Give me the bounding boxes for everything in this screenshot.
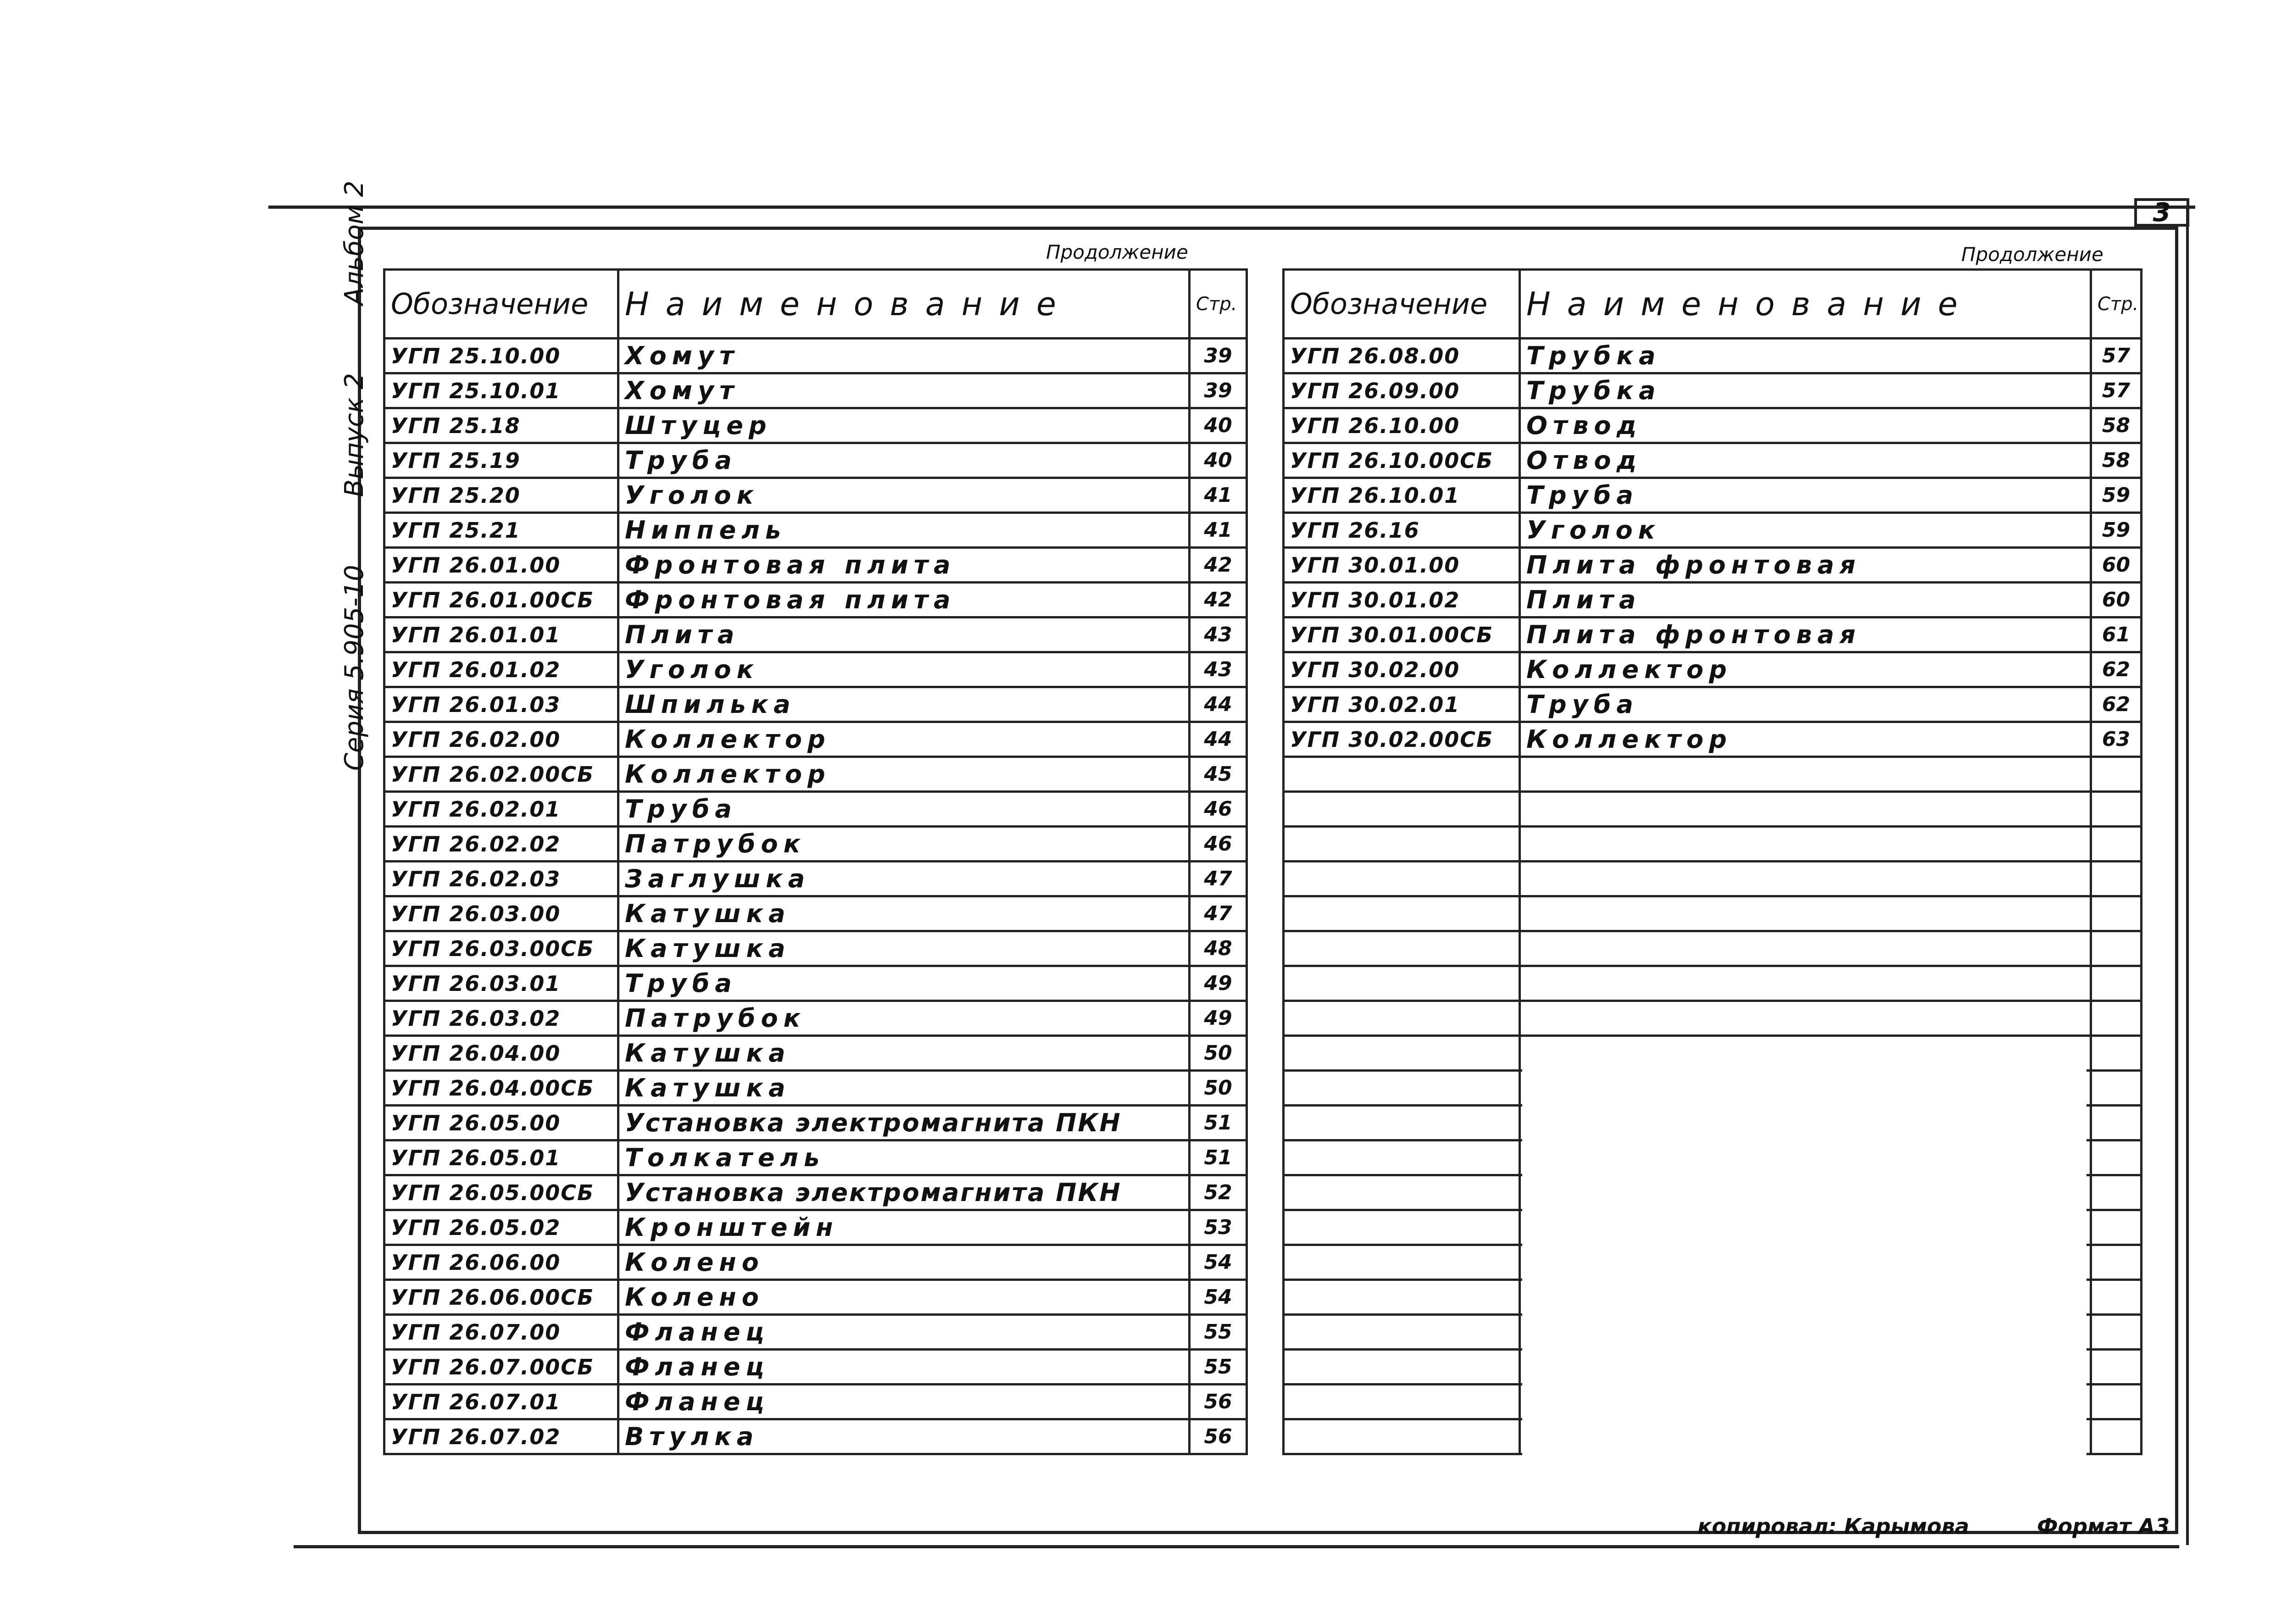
table-row	[384, 966, 1247, 1001]
page-cell: 49	[1190, 1001, 1247, 1036]
name-cell: Коллектор	[1520, 722, 2091, 757]
table-row	[384, 652, 1247, 687]
page-cell: 58	[2091, 443, 2142, 478]
issue-label: Выпуск 2	[339, 373, 369, 497]
table-row	[1284, 373, 2142, 408]
name-cell: Хомут	[618, 373, 1190, 408]
table-row	[384, 583, 1247, 617]
table-row	[1284, 339, 2142, 373]
page-cell	[2091, 1175, 2142, 1210]
page-cell: 47	[1190, 896, 1247, 931]
name-cell: Ниппель	[618, 513, 1190, 548]
code-cell	[1284, 1280, 1520, 1315]
code-cell: УГП 25.21	[384, 513, 618, 548]
page-cell: 57	[2091, 373, 2142, 408]
code-cell: УГП 26.01.00	[384, 548, 618, 583]
table-row	[1284, 862, 2142, 896]
code-cell	[1284, 757, 1520, 792]
table-row	[384, 478, 1247, 513]
page-cell	[2091, 827, 2142, 862]
table-row	[384, 373, 1247, 408]
table-row	[384, 757, 1247, 792]
code-cell	[1284, 931, 1520, 966]
code-cell: УГП 26.02.02	[384, 827, 618, 862]
name-cell: Трубка	[1520, 373, 2091, 408]
page-cell	[2091, 1071, 2142, 1106]
table-row	[1284, 408, 2142, 443]
page-cell: 50	[1190, 1071, 1247, 1106]
page-cell: 60	[2091, 583, 2142, 617]
table-row	[384, 513, 1247, 548]
page-cell: 49	[1190, 966, 1247, 1001]
name-cell	[1520, 896, 2091, 931]
table-row	[1284, 827, 2142, 862]
page-cell: 58	[2091, 408, 2142, 443]
name-cell: Фронтовая плита	[618, 548, 1190, 583]
blank-area	[1522, 1057, 2087, 1482]
table-row	[384, 1140, 1247, 1175]
header-name: Наименование	[1520, 270, 2091, 339]
page-cell	[2091, 966, 2142, 1001]
name-cell: Труба	[618, 792, 1190, 827]
code-cell: УГП 26.02.03	[384, 862, 618, 896]
page-cell: 40	[1190, 443, 1247, 478]
code-cell: УГП 26.03.00	[384, 896, 618, 931]
code-cell: УГП 26.07.02	[384, 1419, 618, 1454]
page-cell: 54	[1190, 1280, 1247, 1315]
name-cell: Труба	[1520, 478, 2091, 513]
code-cell: УГП 26.01.00СБ	[384, 583, 618, 617]
name-cell: Труба	[1520, 687, 2091, 722]
name-cell: Коллектор	[618, 757, 1190, 792]
code-cell: УГП 26.05.02	[384, 1210, 618, 1245]
name-cell: Отвод	[1520, 408, 2091, 443]
page-cell: 42	[1190, 583, 1247, 617]
frame-right-outer	[2186, 206, 2189, 1545]
table-row	[384, 687, 1247, 722]
page-cell: 62	[2091, 652, 2142, 687]
code-cell	[1284, 1315, 1520, 1350]
name-cell: Катушка	[618, 896, 1190, 931]
table-row	[1284, 757, 2142, 792]
code-cell: УГП 25.10.00	[384, 339, 618, 373]
page-cell	[2091, 757, 2142, 792]
code-cell	[1284, 1140, 1520, 1175]
code-cell: УГП 30.01.02	[1284, 583, 1520, 617]
code-cell: УГП 25.20	[384, 478, 618, 513]
code-cell	[1284, 896, 1520, 931]
name-cell: Трубка	[1520, 339, 2091, 373]
name-cell: Плита	[618, 617, 1190, 652]
name-cell: Хомут	[618, 339, 1190, 373]
table-row	[384, 1001, 1247, 1036]
name-cell: Плита фронтовая	[1520, 548, 2091, 583]
table-row	[384, 896, 1247, 931]
name-cell: Катушка	[618, 931, 1190, 966]
table-row	[384, 931, 1247, 966]
page-cell: 50	[1190, 1036, 1247, 1071]
name-cell: Катушка	[618, 1071, 1190, 1106]
page-cell: 40	[1190, 408, 1247, 443]
name-cell: Труба	[618, 966, 1190, 1001]
code-cell: УГП 26.02.00СБ	[384, 757, 618, 792]
table-row	[1284, 478, 2142, 513]
code-cell: УГП 26.03.00СБ	[384, 931, 618, 966]
name-cell: Штуцер	[618, 408, 1190, 443]
page-cell: 55	[1190, 1350, 1247, 1385]
code-cell: УГП 26.06.00СБ	[384, 1280, 618, 1315]
page-cell	[2091, 1315, 2142, 1350]
table-row	[384, 1315, 1247, 1350]
table-row	[384, 1385, 1247, 1419]
header-code: Обозначение	[1284, 270, 1520, 339]
code-cell: УГП 26.09.00	[1284, 373, 1520, 408]
code-cell: УГП 26.01.01	[384, 617, 618, 652]
name-cell	[1520, 792, 2091, 827]
code-cell: УГП 26.04.00СБ	[384, 1071, 618, 1106]
page-cell	[2091, 1106, 2142, 1140]
code-cell	[1284, 1419, 1520, 1454]
name-cell: Фланец	[618, 1315, 1190, 1350]
page-cell: 46	[1190, 827, 1247, 862]
page-cell: 41	[1190, 513, 1247, 548]
code-cell: УГП 26.01.03	[384, 687, 618, 722]
page-cell: 42	[1190, 548, 1247, 583]
continuation-right: Продолжение	[1961, 243, 2103, 266]
name-cell: Уголок	[618, 652, 1190, 687]
name-cell: Кронштейн	[618, 1210, 1190, 1245]
page-cell	[2091, 1280, 2142, 1315]
name-cell: Патрубок	[618, 1001, 1190, 1036]
table-row	[1284, 548, 2142, 583]
page-cell	[2091, 931, 2142, 966]
code-cell: УГП 30.02.01	[1284, 687, 1520, 722]
code-cell: УГП 25.18	[384, 408, 618, 443]
table-row	[384, 617, 1247, 652]
name-cell: Установка электромагнита ПКН	[618, 1175, 1190, 1210]
table-row	[384, 827, 1247, 862]
table-row	[384, 548, 1247, 583]
code-cell	[1284, 1071, 1520, 1106]
code-cell: УГП 26.02.01	[384, 792, 618, 827]
page-cell	[2091, 792, 2142, 827]
name-cell	[1520, 827, 2091, 862]
code-cell	[1284, 1036, 1520, 1071]
code-cell	[1284, 1001, 1520, 1036]
name-cell: Толкатель	[618, 1140, 1190, 1175]
code-cell: УГП 26.01.02	[384, 652, 618, 687]
page-cell: 59	[2091, 478, 2142, 513]
code-cell: УГП 26.08.00	[1284, 339, 1520, 373]
code-cell: УГП 26.10.00	[1284, 408, 1520, 443]
table-row	[1284, 652, 2142, 687]
name-cell	[1520, 862, 2091, 896]
name-cell: Коллектор	[1520, 652, 2091, 687]
code-cell	[1284, 1106, 1520, 1140]
table-row	[1284, 966, 2142, 1001]
name-cell: Труба	[618, 443, 1190, 478]
table-row	[384, 1210, 1247, 1245]
code-cell: УГП 26.03.01	[384, 966, 618, 1001]
page-cell	[2091, 896, 2142, 931]
header-row	[384, 270, 1247, 339]
page-cell	[2091, 1036, 2142, 1071]
page-cell: 41	[1190, 478, 1247, 513]
name-cell: Катушка	[618, 1036, 1190, 1071]
code-cell: УГП 26.10.01	[1284, 478, 1520, 513]
page-cell	[2091, 1385, 2142, 1419]
table-row	[1284, 443, 2142, 478]
table-row	[384, 1106, 1247, 1140]
format-label: Формат А3	[2037, 1514, 2170, 1539]
name-cell	[1520, 966, 2091, 1001]
sheet-number: 3	[2134, 198, 2189, 227]
table-row	[384, 408, 1247, 443]
table-row	[384, 443, 1247, 478]
code-cell	[1284, 1245, 1520, 1280]
code-cell: УГП 26.02.00	[384, 722, 618, 757]
code-cell: УГП 25.19	[384, 443, 618, 478]
page-cell	[2091, 1001, 2142, 1036]
page-cell: 54	[1190, 1245, 1247, 1280]
code-cell	[1284, 966, 1520, 1001]
table-row	[1284, 896, 2142, 931]
code-cell	[1284, 1175, 1520, 1210]
code-cell: УГП 30.01.00СБ	[1284, 617, 1520, 652]
code-cell: УГП 30.01.00	[1284, 548, 1520, 583]
header-name: Наименование	[618, 270, 1190, 339]
name-cell: Плита фронтовая	[1520, 617, 2091, 652]
page-cell	[2091, 1419, 2142, 1454]
name-cell: Уголок	[618, 478, 1190, 513]
page-cell: 44	[1190, 722, 1247, 757]
table-row	[384, 1280, 1247, 1315]
table-row	[384, 1036, 1247, 1071]
page-cell: 62	[2091, 687, 2142, 722]
table-row	[1284, 931, 2142, 966]
code-cell: УГП 30.02.00СБ	[1284, 722, 1520, 757]
code-cell: УГП 26.10.00СБ	[1284, 443, 1520, 478]
name-cell: Коллектор	[618, 722, 1190, 757]
side-stamp	[339, 121, 369, 771]
code-cell	[1284, 1385, 1520, 1419]
code-cell: УГП 26.05.00	[384, 1106, 618, 1140]
name-cell: Колено	[618, 1280, 1190, 1315]
page-cell: 59	[2091, 513, 2142, 548]
page-cell: 43	[1190, 617, 1247, 652]
name-cell: Втулка	[618, 1419, 1190, 1454]
table-row	[384, 792, 1247, 827]
name-cell: Колено	[618, 1245, 1190, 1280]
name-cell: Фланец	[618, 1385, 1190, 1419]
page-cell: 47	[1190, 862, 1247, 896]
code-cell: УГП 26.04.00	[384, 1036, 618, 1071]
table-row	[1284, 1001, 2142, 1036]
code-cell	[1284, 1210, 1520, 1245]
code-cell: УГП 30.02.00	[1284, 652, 1520, 687]
page-cell: 60	[2091, 548, 2142, 583]
name-cell: Фланец	[618, 1350, 1190, 1385]
bottom-rule	[294, 1545, 2179, 1548]
code-cell	[1284, 862, 1520, 896]
page-cell: 48	[1190, 931, 1247, 966]
page-cell: 55	[1190, 1315, 1247, 1350]
table-row	[384, 339, 1247, 373]
table-row	[1284, 687, 2142, 722]
name-cell: Плита	[1520, 583, 2091, 617]
name-cell: Установка электромагнита ПКН	[618, 1106, 1190, 1140]
page-cell	[2091, 1210, 2142, 1245]
page-cell: 56	[1190, 1419, 1247, 1454]
code-cell: УГП 26.07.00СБ	[384, 1350, 618, 1385]
name-cell: Патрубок	[618, 827, 1190, 862]
table-row	[1284, 583, 2142, 617]
page-cell	[2091, 1245, 2142, 1280]
table-row	[1284, 792, 2142, 827]
page-cell: 53	[1190, 1210, 1247, 1245]
page-cell: 43	[1190, 652, 1247, 687]
continuation-left: Продолжение	[1046, 241, 1188, 263]
code-cell	[1284, 792, 1520, 827]
page-cell	[2091, 1140, 2142, 1175]
copied-by: копировал: Карымова	[1697, 1514, 1970, 1539]
page-cell: 52	[1190, 1175, 1247, 1210]
page-cell: 45	[1190, 757, 1247, 792]
header-page: Стр.	[2091, 270, 2142, 339]
header-code: Обозначение	[384, 270, 618, 339]
code-cell	[1284, 827, 1520, 862]
page-cell: 51	[1190, 1106, 1247, 1140]
table-row	[1284, 513, 2142, 548]
name-cell: Шпилька	[618, 687, 1190, 722]
series-label: Серия 5.905-10	[339, 565, 369, 771]
table-row	[1284, 617, 2142, 652]
name-cell: Фронтовая плита	[618, 583, 1190, 617]
table-row	[384, 722, 1247, 757]
name-cell: Отвод	[1520, 443, 2091, 478]
code-cell: УГП 26.07.01	[384, 1385, 618, 1419]
code-cell: УГП 26.06.00	[384, 1245, 618, 1280]
name-cell	[1520, 757, 2091, 792]
code-cell: УГП 25.10.01	[384, 373, 618, 408]
page-cell: 61	[2091, 617, 2142, 652]
code-cell	[1284, 1350, 1520, 1385]
code-cell: УГП 26.05.01	[384, 1140, 618, 1175]
page-cell: 63	[2091, 722, 2142, 757]
header-page: Стр.	[1190, 270, 1247, 339]
table-row	[1284, 722, 2142, 757]
page-cell: 44	[1190, 687, 1247, 722]
page-cell: 56	[1190, 1385, 1247, 1419]
header-row	[1284, 270, 2142, 339]
page-cell: 39	[1190, 373, 1247, 408]
album-label: Альбом 2	[339, 180, 369, 306]
name-cell: Заглушка	[618, 862, 1190, 896]
table-row	[384, 1419, 1247, 1454]
name-cell	[1520, 1001, 2091, 1036]
table-row	[384, 1071, 1247, 1106]
name-cell	[1520, 931, 2091, 966]
code-cell: УГП 26.07.00	[384, 1315, 618, 1350]
page-cell: 39	[1190, 339, 1247, 373]
page-cell: 57	[2091, 339, 2142, 373]
page-cell	[2091, 862, 2142, 896]
spec-table-left	[383, 268, 1248, 1455]
table-row	[384, 1245, 1247, 1280]
table-row	[384, 862, 1247, 896]
page-cell: 46	[1190, 792, 1247, 827]
table-row	[384, 1350, 1247, 1385]
page-cell	[2091, 1350, 2142, 1385]
top-rule	[268, 206, 2195, 209]
table-row	[384, 1175, 1247, 1210]
name-cell: Уголок	[1520, 513, 2091, 548]
page-cell: 51	[1190, 1140, 1247, 1175]
code-cell: УГП 26.03.02	[384, 1001, 618, 1036]
code-cell: УГП 26.05.00СБ	[384, 1175, 618, 1210]
code-cell: УГП 26.16	[1284, 513, 1520, 548]
